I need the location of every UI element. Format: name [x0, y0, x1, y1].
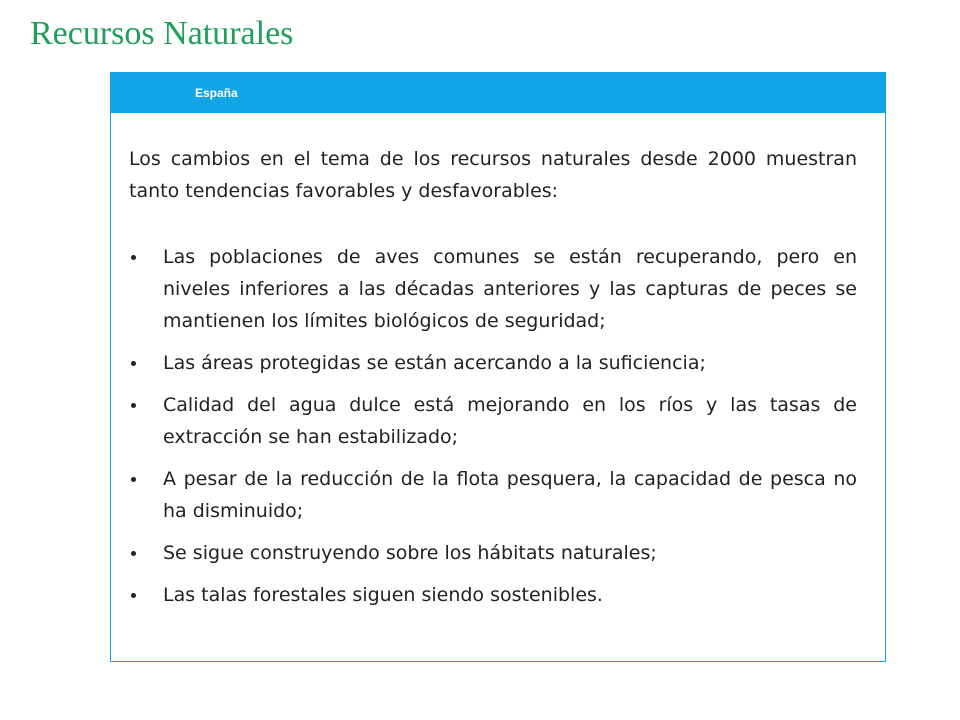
bullet-list [129, 241, 857, 611]
bullet-text: Calidad del agua dulce está mejorando en los ríos y las tasas de extracción se han estabilizado; [163, 394, 857, 448]
panel-header-label: España [195, 86, 238, 100]
bullet-item [129, 347, 857, 379]
bullet-dot-icon [131, 403, 136, 408]
bullet-dot-icon [131, 593, 136, 598]
bullet-text: Se sigue construyendo sobre los hábitats naturales; [163, 542, 657, 564]
bullet-item [129, 241, 857, 337]
intro-paragraph: Los cambios en el tema de los recursos naturales desde 2000 muestran tanto tendencias favorables y desfavorables: [129, 148, 857, 202]
bullet-text: Las poblaciones de aves comunes se están recuperando, pero en niveles inferiores a las décadas anteriores y las capturas de peces se mantienen los límites biológicos de seguridad; [163, 246, 857, 332]
bullet-text: Las áreas protegidas se están acercando a la suficiencia; [163, 352, 706, 374]
bullet-dot-icon [131, 551, 136, 556]
bullet-text: A pesar de la reducción de la flota pesquera, la capacidad de pesca no ha disminuido; [163, 468, 857, 522]
bullet-item [129, 389, 857, 453]
bullet-dot-icon [131, 477, 136, 482]
slide-title: Recursos Naturales [30, 15, 294, 52]
panel-header-bar [111, 73, 885, 113]
bullet-text: Las talas forestales siguen siendo sostenibles. [163, 584, 603, 606]
bullet-item [129, 579, 857, 611]
bullet-item [129, 463, 857, 527]
bullet-dot-icon [131, 255, 136, 260]
bullet-dot-icon [131, 361, 136, 366]
content-panel [110, 72, 886, 662]
bullet-item [129, 537, 857, 569]
panel-body [129, 143, 857, 621]
